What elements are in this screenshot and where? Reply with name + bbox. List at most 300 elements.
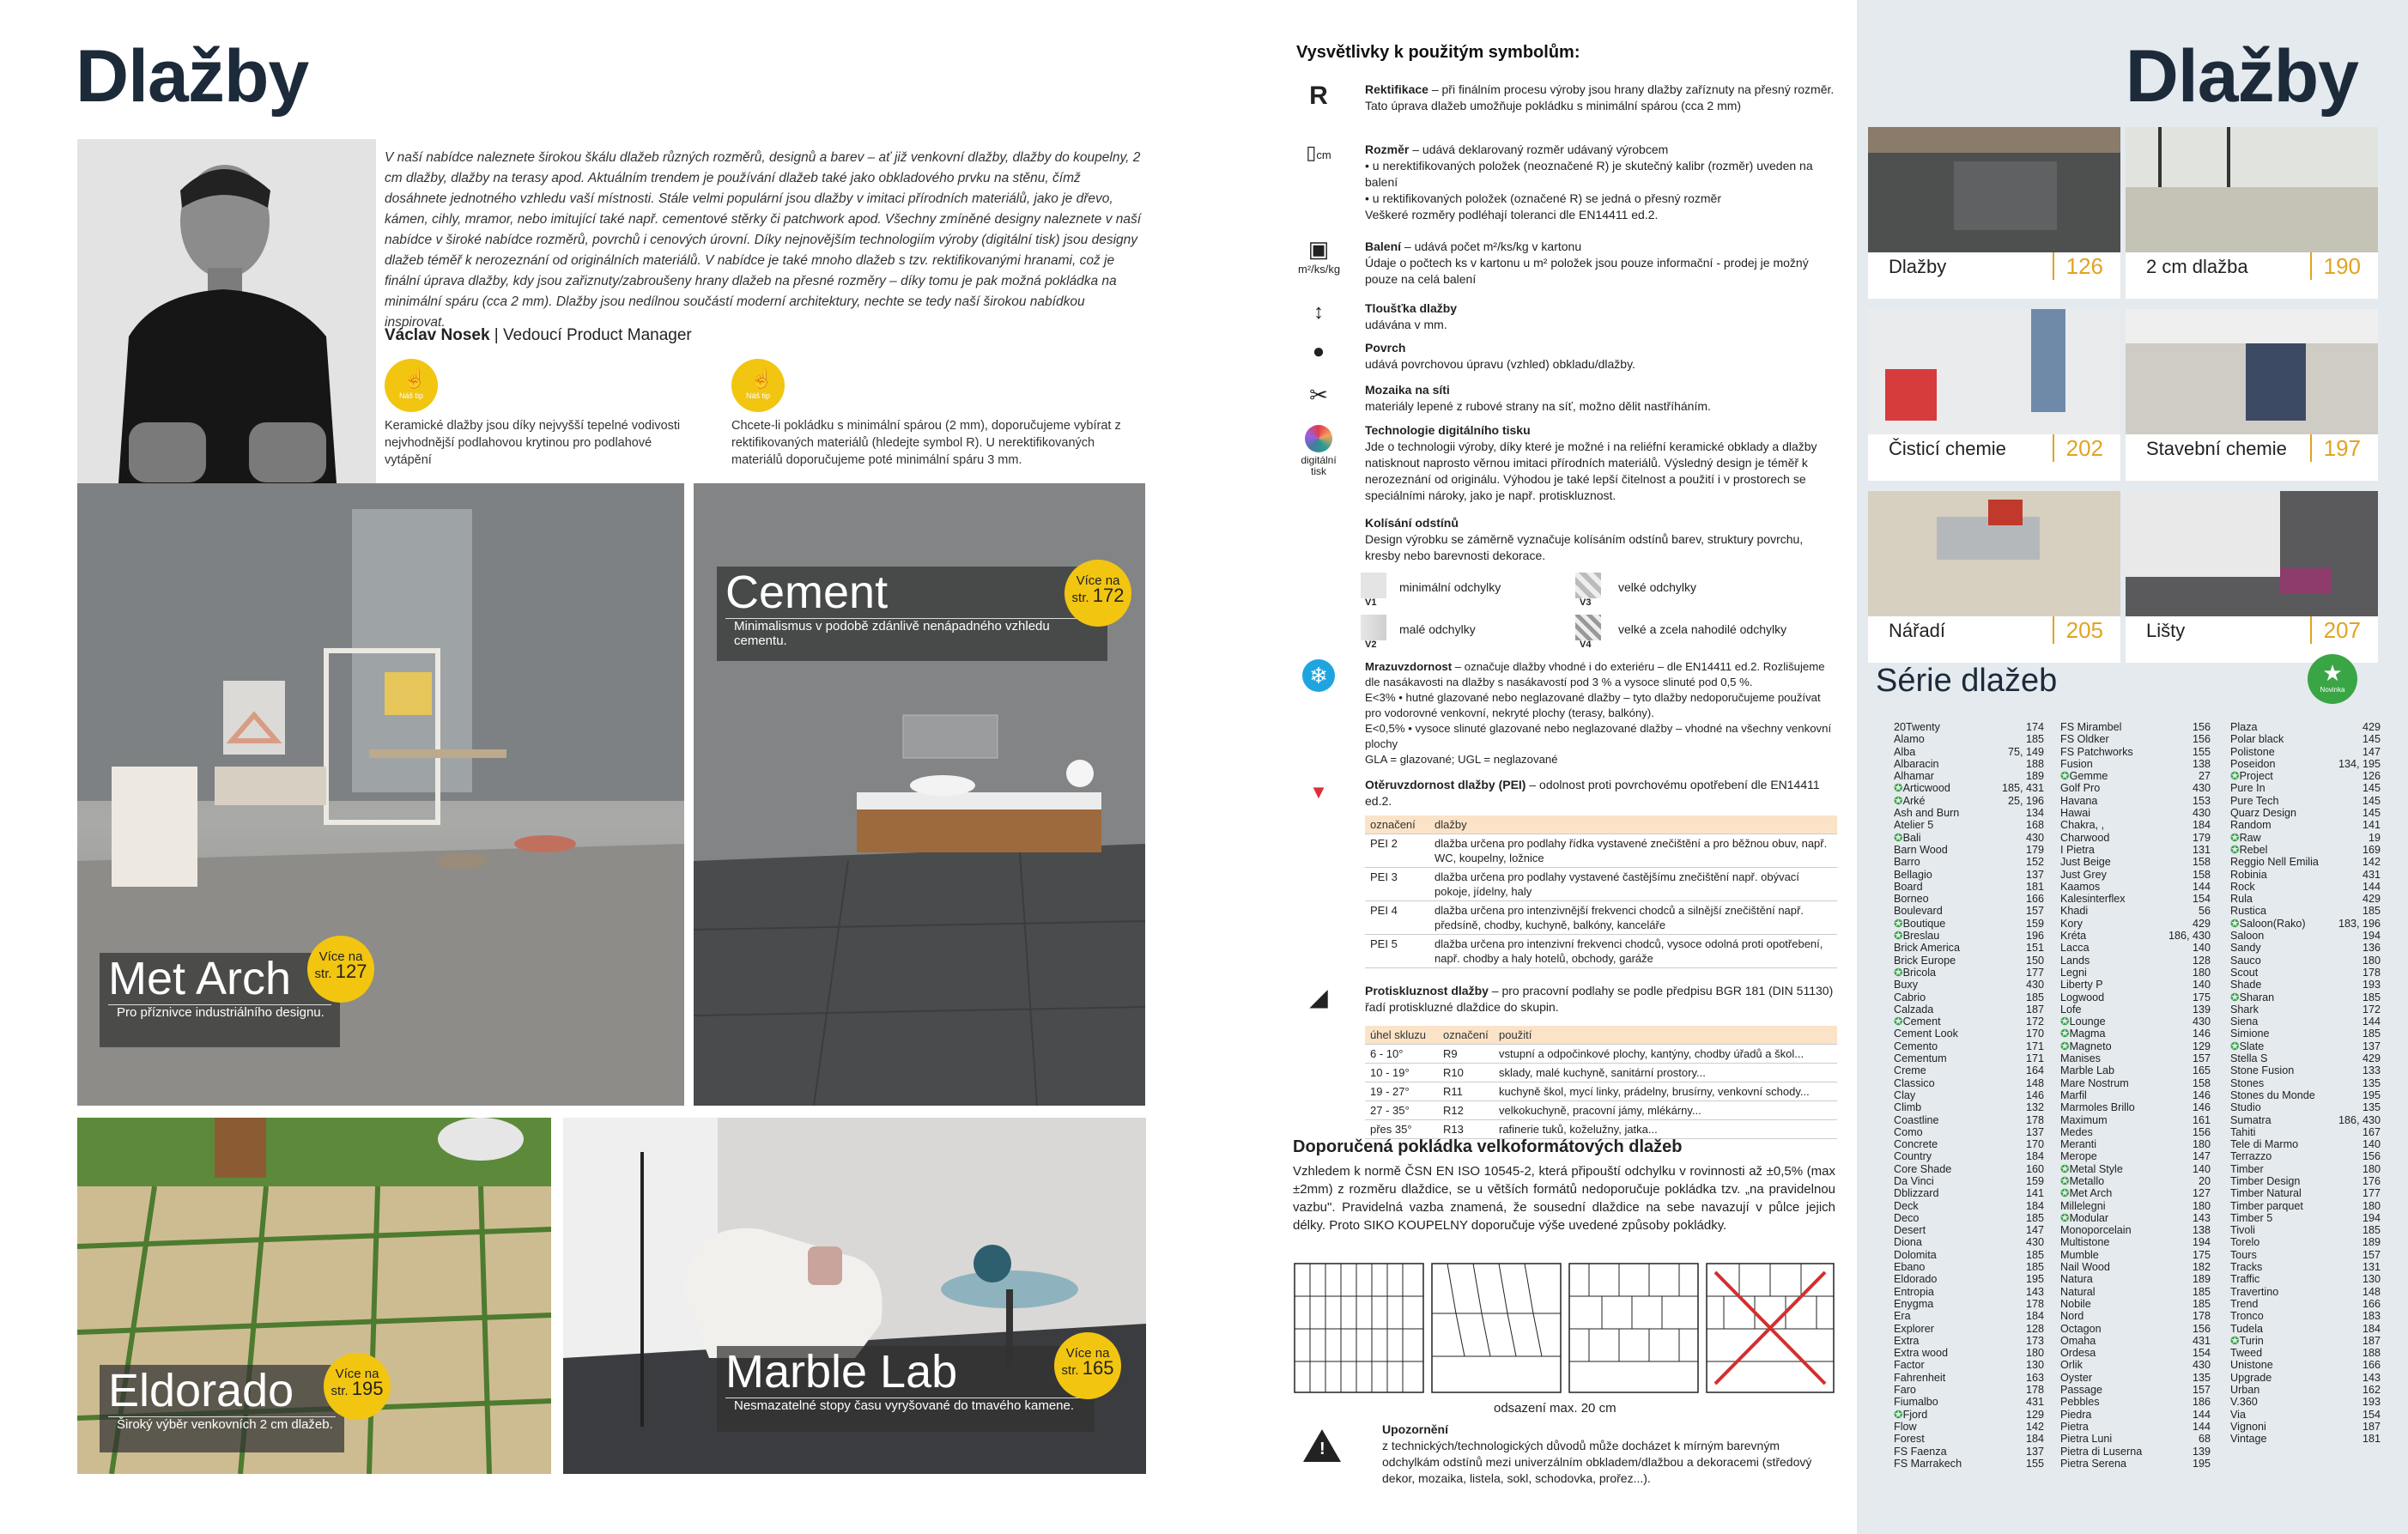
series-page: 129 bbox=[2025, 1408, 2044, 1421]
series-page: 175 bbox=[2192, 991, 2211, 1003]
legend-desc: u rektifikovaných položek (označené R) se jedná o přesný rozměr bbox=[1372, 191, 1721, 205]
series-item[interactable] bbox=[1894, 1077, 2044, 1089]
series-item[interactable] bbox=[2230, 807, 2381, 819]
series-item[interactable] bbox=[2230, 1200, 2381, 1212]
series-item[interactable] bbox=[1894, 881, 2044, 893]
series-item[interactable] bbox=[2230, 1372, 2381, 1384]
series-item[interactable] bbox=[2230, 1310, 2381, 1322]
series-item[interactable] bbox=[2230, 733, 2381, 745]
series-name: Extra wood bbox=[1894, 1347, 1948, 1360]
series-page: 155 bbox=[2192, 745, 2211, 758]
series-item[interactable] bbox=[1894, 1114, 2044, 1126]
series-item[interactable] bbox=[2060, 893, 2211, 905]
series-page: 140 bbox=[2192, 942, 2211, 955]
series-item[interactable] bbox=[2230, 1052, 2381, 1064]
series-name: Polistone bbox=[2230, 745, 2275, 758]
feature-title: Met Arch bbox=[108, 953, 292, 1004]
series-item[interactable] bbox=[2060, 1077, 2211, 1089]
series-item[interactable] bbox=[1894, 955, 2044, 967]
series-item[interactable] bbox=[2060, 1372, 2211, 1384]
series-name: Fiumalbo bbox=[1894, 1396, 1938, 1409]
series-item[interactable] bbox=[2060, 1347, 2211, 1359]
series-item[interactable] bbox=[2230, 1126, 2381, 1138]
series-name: FS Faenza bbox=[1894, 1445, 1947, 1458]
series-name: Timber parquet bbox=[2230, 1199, 2303, 1212]
legend-term: Kolísání odstínů bbox=[1365, 516, 1459, 530]
series-item[interactable] bbox=[2230, 955, 2381, 967]
rectified-icon: R bbox=[1309, 82, 1328, 110]
series-page: 159 bbox=[2025, 917, 2044, 930]
series-item[interactable] bbox=[2060, 967, 2211, 979]
series-item[interactable] bbox=[1894, 1224, 2044, 1236]
series-item[interactable] bbox=[2230, 1077, 2381, 1089]
series-item[interactable] bbox=[2230, 1286, 2381, 1298]
series-name: Sauco bbox=[2230, 954, 2261, 967]
series-item[interactable] bbox=[2060, 1163, 2211, 1175]
series-page: 156 bbox=[2192, 733, 2211, 746]
series-item[interactable] bbox=[2230, 1150, 2381, 1162]
series-item[interactable] bbox=[2230, 1114, 2381, 1126]
series-item[interactable] bbox=[2060, 782, 2211, 794]
series-name: Natura bbox=[2060, 1273, 2093, 1286]
series-item[interactable] bbox=[1894, 1458, 2044, 1470]
series-item[interactable] bbox=[1894, 1335, 2044, 1347]
series-item[interactable] bbox=[2230, 1175, 2381, 1187]
series-item[interactable] bbox=[2060, 844, 2211, 856]
series-item[interactable] bbox=[1894, 991, 2044, 1003]
series-item[interactable] bbox=[2060, 1286, 2211, 1298]
series-item[interactable] bbox=[2230, 1433, 2381, 1445]
series-item[interactable] bbox=[2230, 1101, 2381, 1113]
series-name: Sumatra bbox=[2230, 1113, 2272, 1126]
series-item[interactable] bbox=[2230, 746, 2381, 758]
series-item[interactable] bbox=[1894, 1175, 2044, 1187]
series-item[interactable] bbox=[1894, 1421, 2044, 1433]
series-name: Medes bbox=[2060, 1125, 2093, 1138]
series-page: 147 bbox=[2362, 745, 2381, 758]
series-name: Bali bbox=[1902, 831, 1921, 844]
novelty-mark-icon: ✪ bbox=[2230, 831, 2240, 844]
series-item[interactable] bbox=[2060, 1175, 2211, 1187]
series-name: 20Twenty bbox=[1894, 721, 1940, 733]
series-item[interactable] bbox=[2060, 758, 2211, 770]
series-item[interactable] bbox=[1894, 1003, 2044, 1016]
series-item[interactable] bbox=[1894, 1138, 2044, 1150]
series-item[interactable] bbox=[2230, 1236, 2381, 1248]
series-item[interactable] bbox=[2230, 942, 2381, 954]
series-name: Studio bbox=[2230, 1101, 2261, 1114]
series-item[interactable] bbox=[2230, 819, 2381, 831]
tile-label: Dlažby bbox=[1889, 256, 1947, 277]
pei-desc: dlažba určena pro podlahy řídka vystavené znečištění a pro běžnou obuv, např. WC, koupelny, ložnice bbox=[1429, 834, 1837, 868]
series-item[interactable] bbox=[1894, 844, 2044, 856]
series-name: Core Shade bbox=[1894, 1162, 1952, 1175]
series-item[interactable] bbox=[2060, 1446, 2211, 1458]
series-item[interactable] bbox=[2060, 1064, 2211, 1076]
series-item[interactable] bbox=[1894, 1187, 2044, 1199]
series-page: 68 bbox=[2198, 1433, 2211, 1446]
series-item[interactable] bbox=[2230, 881, 2381, 893]
series-item[interactable] bbox=[2060, 1212, 2211, 1224]
category-tile-tiles[interactable] bbox=[1868, 127, 2120, 299]
series-item[interactable] bbox=[1894, 1359, 2044, 1371]
series-item[interactable] bbox=[2230, 918, 2381, 930]
series-item[interactable] bbox=[2230, 1421, 2381, 1433]
series-item[interactable] bbox=[2230, 930, 2381, 942]
series-item[interactable] bbox=[2230, 1040, 2381, 1052]
table-header: dlažby bbox=[1429, 816, 1837, 834]
series-item[interactable] bbox=[2060, 721, 2211, 733]
series-item[interactable] bbox=[1894, 1396, 2044, 1408]
series-item[interactable] bbox=[1894, 758, 2044, 770]
series-item[interactable] bbox=[2060, 1187, 2211, 1199]
series-item[interactable] bbox=[2060, 733, 2211, 745]
series-item[interactable] bbox=[1894, 1298, 2044, 1310]
series-item[interactable] bbox=[1894, 856, 2044, 868]
series-item[interactable] bbox=[2060, 1101, 2211, 1113]
category-tile-construction[interactable] bbox=[2126, 309, 2378, 481]
series-item[interactable] bbox=[2230, 1138, 2381, 1150]
series-item[interactable] bbox=[2230, 1335, 2381, 1347]
badge-text: str. bbox=[1071, 591, 1089, 605]
series-item[interactable] bbox=[2230, 832, 2381, 844]
series-item[interactable] bbox=[1894, 1446, 2044, 1458]
series-item[interactable] bbox=[2230, 869, 2381, 881]
series-name: Coastline bbox=[1894, 1113, 1939, 1126]
series-item[interactable] bbox=[2060, 795, 2211, 807]
series-item[interactable] bbox=[1894, 746, 2044, 758]
pei-table bbox=[1365, 816, 1837, 968]
series-item[interactable] bbox=[2060, 807, 2211, 819]
series-item[interactable] bbox=[1894, 1310, 2044, 1322]
series-name: Random bbox=[2230, 819, 2272, 832]
series-name: Ordesa bbox=[2060, 1347, 2096, 1360]
series-item[interactable] bbox=[1894, 918, 2044, 930]
page-badge[interactable] bbox=[1054, 1332, 1121, 1399]
series-item[interactable] bbox=[2230, 1323, 2381, 1335]
series-item[interactable] bbox=[1894, 1101, 2044, 1113]
series-item[interactable] bbox=[2060, 991, 2211, 1003]
series-item[interactable] bbox=[2230, 1089, 2381, 1101]
series-item[interactable] bbox=[2230, 795, 2381, 807]
series-item[interactable] bbox=[2060, 1126, 2211, 1138]
series-item[interactable] bbox=[2230, 1016, 2381, 1028]
series-item[interactable] bbox=[1894, 807, 2044, 819]
series-item[interactable] bbox=[1894, 1286, 2044, 1298]
series-name: Pietra di Luserna bbox=[2060, 1445, 2143, 1458]
tip-rectified: Chcete-li pokládku s minimální spárou (2 mm), doporučujeme vybírat z rektifikovaných materiálů (hledejte symbol R). U nerektifikovaných materiálů doporučujeme poté minimální spáru 3 mm. bbox=[731, 419, 1121, 467]
series-page: 154 bbox=[2192, 1347, 2211, 1360]
series-item[interactable] bbox=[2230, 1396, 2381, 1408]
legend-term: Otěruvzdornost dlažby (PEI) bbox=[1365, 778, 1526, 791]
series-page: 184 bbox=[2025, 1199, 2044, 1212]
series-item[interactable] bbox=[1894, 1249, 2044, 1261]
series-item[interactable] bbox=[2230, 1003, 2381, 1016]
series-item[interactable] bbox=[2060, 1310, 2211, 1322]
series-item[interactable] bbox=[2060, 1261, 2211, 1273]
series-item[interactable] bbox=[2230, 856, 2381, 868]
series-item[interactable] bbox=[2230, 1249, 2381, 1261]
series-item[interactable] bbox=[1894, 1163, 2044, 1175]
legend-term: Tloušťka dlažby bbox=[1365, 301, 1458, 315]
series-item[interactable] bbox=[1894, 1347, 2044, 1359]
category-tile-cleaning[interactable] bbox=[1868, 309, 2120, 481]
series-item[interactable] bbox=[1894, 905, 2044, 917]
series-item[interactable] bbox=[1894, 869, 2044, 881]
package-icon-label: m²/ks/kg bbox=[1298, 263, 1341, 276]
series-page: 188 bbox=[2025, 757, 2044, 770]
slip-use: rafinerie tuků, koželužny, jatka... bbox=[1494, 1120, 1837, 1139]
series-item[interactable] bbox=[1894, 1433, 2044, 1445]
series-item[interactable] bbox=[1894, 1409, 2044, 1421]
series-item[interactable] bbox=[1894, 1200, 2044, 1212]
tile-label: 2 cm dlažba bbox=[2146, 256, 2248, 277]
category-tile-tools[interactable] bbox=[1868, 491, 2120, 663]
series-name: Timber Natural bbox=[2230, 1187, 2302, 1200]
series-page: 179 bbox=[2192, 831, 2211, 844]
series-name: Trend bbox=[2230, 1297, 2259, 1310]
series-item[interactable] bbox=[2060, 1396, 2211, 1408]
series-item[interactable] bbox=[2060, 979, 2211, 991]
series-column bbox=[2230, 721, 2381, 1446]
series-item[interactable] bbox=[1894, 1212, 2044, 1224]
series-item[interactable] bbox=[2060, 955, 2211, 967]
series-item[interactable] bbox=[1894, 1384, 2044, 1396]
series-item[interactable] bbox=[2060, 881, 2211, 893]
series-item[interactable] bbox=[2060, 1273, 2211, 1285]
series-page: 194 bbox=[2192, 1236, 2211, 1249]
series-item[interactable] bbox=[2230, 1163, 2381, 1175]
series-item[interactable] bbox=[2060, 1236, 2211, 1248]
series-name: Entropia bbox=[1894, 1285, 1934, 1298]
series-name: FS Mirambel bbox=[2060, 721, 2122, 733]
series-name: Dblizzard bbox=[1894, 1187, 1939, 1200]
series-page: 430 bbox=[2192, 1016, 2211, 1028]
series-item[interactable] bbox=[2230, 1224, 2381, 1236]
series-item[interactable] bbox=[1894, 795, 2044, 807]
series-item[interactable] bbox=[2230, 1298, 2381, 1310]
page-badge[interactable] bbox=[324, 1353, 391, 1420]
category-tile-2cm[interactable] bbox=[2126, 127, 2378, 299]
series-name: Metal Style bbox=[2069, 1162, 2123, 1175]
series-item[interactable] bbox=[2060, 918, 2211, 930]
package-icon: ▣ m²/ks/kg bbox=[1298, 236, 1341, 276]
series-page: 134 bbox=[2025, 807, 2044, 820]
series-item[interactable] bbox=[1894, 979, 2044, 991]
tip-heating: Keramické dlažby jsou díky nejvyšší tepelné vodivosti nejvhodnější podlahovou krytinou pro podlahové vytápění bbox=[385, 419, 681, 467]
series-page: 169 bbox=[2362, 843, 2381, 856]
series-page: 195 bbox=[2362, 1088, 2381, 1101]
series-name: Golf Pro bbox=[2060, 782, 2101, 795]
series-item[interactable] bbox=[1894, 1028, 2044, 1040]
series-item[interactable] bbox=[2060, 905, 2211, 917]
series-name: Unistone bbox=[2230, 1359, 2273, 1372]
series-page: 156 bbox=[2192, 721, 2211, 733]
series-item[interactable] bbox=[1894, 1323, 2044, 1335]
series-item[interactable] bbox=[1894, 770, 2044, 782]
series-item[interactable] bbox=[2060, 1421, 2211, 1433]
series-item[interactable] bbox=[1894, 893, 2044, 905]
series-item[interactable] bbox=[2060, 1323, 2211, 1335]
series-item[interactable] bbox=[1894, 1064, 2044, 1076]
series-item[interactable] bbox=[1894, 967, 2044, 979]
series-item[interactable] bbox=[1894, 733, 2044, 745]
feature-cement-label bbox=[717, 567, 1107, 661]
series-item[interactable] bbox=[2230, 1347, 2381, 1359]
novelty-mark-icon: ✪ bbox=[2060, 1162, 2070, 1175]
slip-use: kuchyně škol, mycí linky, prádelny, brusírny, venkovní schody... bbox=[1494, 1082, 1837, 1101]
series-item[interactable] bbox=[1894, 819, 2044, 831]
series-item[interactable] bbox=[2060, 1458, 2211, 1470]
novelty-mark-icon: ✪ bbox=[2060, 1016, 2070, 1028]
series-item[interactable] bbox=[2230, 1028, 2381, 1040]
series-page: 189 bbox=[2025, 770, 2044, 783]
series-page: 194 bbox=[2362, 1211, 2381, 1224]
tile-image bbox=[1868, 309, 2120, 434]
series-page: 185 bbox=[2025, 733, 2044, 746]
series-item[interactable] bbox=[2060, 856, 2211, 868]
legend-term: Povrch bbox=[1365, 341, 1406, 355]
series-item[interactable] bbox=[2060, 869, 2211, 881]
series-item[interactable] bbox=[1894, 1126, 2044, 1138]
series-item[interactable] bbox=[2060, 832, 2211, 844]
series-item[interactable] bbox=[2060, 1224, 2211, 1236]
series-item[interactable] bbox=[1894, 1236, 2044, 1248]
thumbs-up-icon: ☝ Náš tip bbox=[731, 359, 785, 412]
series-page: 140 bbox=[2362, 1138, 2381, 1151]
series-item[interactable] bbox=[2230, 1384, 2381, 1396]
series-item[interactable] bbox=[1894, 930, 2044, 942]
series-item[interactable] bbox=[2060, 1052, 2211, 1064]
series-item[interactable] bbox=[2230, 1273, 2381, 1285]
series-item[interactable] bbox=[2060, 1384, 2211, 1396]
series-item[interactable] bbox=[2060, 1335, 2211, 1347]
series-item[interactable] bbox=[2230, 1064, 2381, 1076]
series-item[interactable] bbox=[1894, 942, 2044, 954]
series-item[interactable] bbox=[2060, 1249, 2211, 1261]
series-page: 185 bbox=[2025, 991, 2044, 1003]
series-item[interactable] bbox=[2060, 746, 2211, 758]
series-name: Chakra, , bbox=[2060, 819, 2105, 832]
novelty-mark-icon: ✪ bbox=[2060, 770, 2070, 783]
series-name: Saloon bbox=[2230, 930, 2265, 943]
series-item[interactable] bbox=[1894, 1273, 2044, 1285]
series-item[interactable] bbox=[2060, 1040, 2211, 1052]
legend-desc: u nerektifikovaných položek (neoznačené R) je skutečný kalibr (rozměr) uveden na balení bbox=[1365, 159, 1813, 189]
legend-desc: vysoce slinuté glazované nebo neglazované dlažby – vhodné na všechny venkovní plochy bbox=[1365, 722, 1832, 750]
page-badge[interactable] bbox=[307, 936, 374, 1003]
series-item[interactable] bbox=[1894, 1016, 2044, 1028]
series-item[interactable] bbox=[2230, 770, 2381, 782]
series-item[interactable] bbox=[2060, 1138, 2211, 1150]
series-item[interactable] bbox=[1894, 782, 2044, 794]
series-page: 157 bbox=[2025, 905, 2044, 918]
series-item[interactable] bbox=[2060, 819, 2211, 831]
series-item[interactable] bbox=[2230, 1409, 2381, 1421]
series-page: 160 bbox=[2025, 1162, 2044, 1175]
series-item[interactable] bbox=[2060, 1150, 2211, 1162]
series-name: Octagon bbox=[2060, 1322, 2102, 1335]
feature-subtitle: Minimalismus v podobě zdánlivě nenápadného vzhledu cementu. bbox=[725, 618, 1099, 655]
series-page: 185 bbox=[2025, 1248, 2044, 1261]
series-item[interactable] bbox=[1894, 721, 2044, 733]
novelty-mark-icon: ✪ bbox=[1894, 1016, 1903, 1028]
frost-class: E<0,5% bbox=[1365, 722, 1405, 735]
series-name: Sharan bbox=[2239, 991, 2275, 1003]
series-item[interactable] bbox=[1894, 1372, 2044, 1384]
series-name: Tudela bbox=[2230, 1322, 2264, 1335]
series-name: Alamo bbox=[1894, 733, 1925, 746]
series-name: Piedra bbox=[2060, 1408, 2092, 1421]
series-item[interactable] bbox=[2230, 893, 2381, 905]
tile-label: Čisticí chemie bbox=[1889, 438, 2006, 459]
series-item[interactable] bbox=[2060, 1114, 2211, 1126]
series-name: Scout bbox=[2230, 966, 2259, 979]
series-item[interactable] bbox=[2060, 1003, 2211, 1016]
series-item[interactable] bbox=[2060, 1028, 2211, 1040]
series-item[interactable] bbox=[1894, 832, 2044, 844]
series-item[interactable] bbox=[2230, 1212, 2381, 1224]
series-name: Tours bbox=[2230, 1248, 2257, 1261]
series-name: Shark bbox=[2230, 1003, 2259, 1016]
series-name: Vintage bbox=[2230, 1433, 2267, 1446]
series-item[interactable] bbox=[2060, 1409, 2211, 1421]
series-item[interactable] bbox=[2230, 967, 2381, 979]
series-item[interactable] bbox=[2060, 930, 2211, 942]
series-page: 139 bbox=[2192, 1003, 2211, 1016]
category-tile-trims[interactable] bbox=[2126, 491, 2378, 663]
page-badge[interactable] bbox=[1064, 560, 1131, 627]
series-item[interactable] bbox=[2230, 1359, 2381, 1371]
legend-term: Rektifikace bbox=[1365, 82, 1428, 96]
series-item[interactable] bbox=[1894, 1150, 2044, 1162]
series-item[interactable] bbox=[2230, 758, 2381, 770]
series-item[interactable] bbox=[1894, 1261, 2044, 1273]
series-item[interactable] bbox=[2230, 979, 2381, 991]
series-item[interactable] bbox=[2230, 844, 2381, 856]
series-item[interactable] bbox=[2060, 1200, 2211, 1212]
series-page: 128 bbox=[2192, 954, 2211, 967]
series-item[interactable] bbox=[2230, 1187, 2381, 1199]
series-page: 162 bbox=[2362, 1384, 2381, 1397]
series-page: 431 bbox=[2025, 1396, 2044, 1409]
series-item[interactable] bbox=[2060, 1089, 2211, 1101]
series-item[interactable] bbox=[2060, 1298, 2211, 1310]
series-name: Traffic bbox=[2230, 1273, 2260, 1286]
series-name: Barn Wood bbox=[1894, 843, 1948, 856]
series-item[interactable] bbox=[2230, 991, 2381, 1003]
series-item[interactable] bbox=[2060, 1359, 2211, 1371]
series-name: Hawai bbox=[2060, 807, 2090, 820]
series-item[interactable] bbox=[2060, 942, 2211, 954]
series-item[interactable] bbox=[2230, 782, 2381, 794]
series-item[interactable] bbox=[2060, 1433, 2211, 1445]
series-item[interactable] bbox=[2230, 905, 2381, 917]
slip-angle: přes 35° bbox=[1365, 1120, 1438, 1139]
series-item[interactable] bbox=[2230, 721, 2381, 733]
series-item[interactable] bbox=[2230, 1261, 2381, 1273]
series-page: 131 bbox=[2192, 843, 2211, 856]
series-item[interactable] bbox=[1894, 1052, 2044, 1064]
series-name: Pietra Serena bbox=[2060, 1457, 2127, 1470]
badge-text: str. bbox=[331, 1384, 349, 1398]
series-item[interactable] bbox=[2060, 1016, 2211, 1028]
series-item[interactable] bbox=[1894, 1089, 2044, 1101]
series-item[interactable] bbox=[2060, 770, 2211, 782]
series-name: Kory bbox=[2060, 917, 2083, 930]
series-item[interactable] bbox=[1894, 1040, 2044, 1052]
series-page: 187 bbox=[2362, 1334, 2381, 1347]
